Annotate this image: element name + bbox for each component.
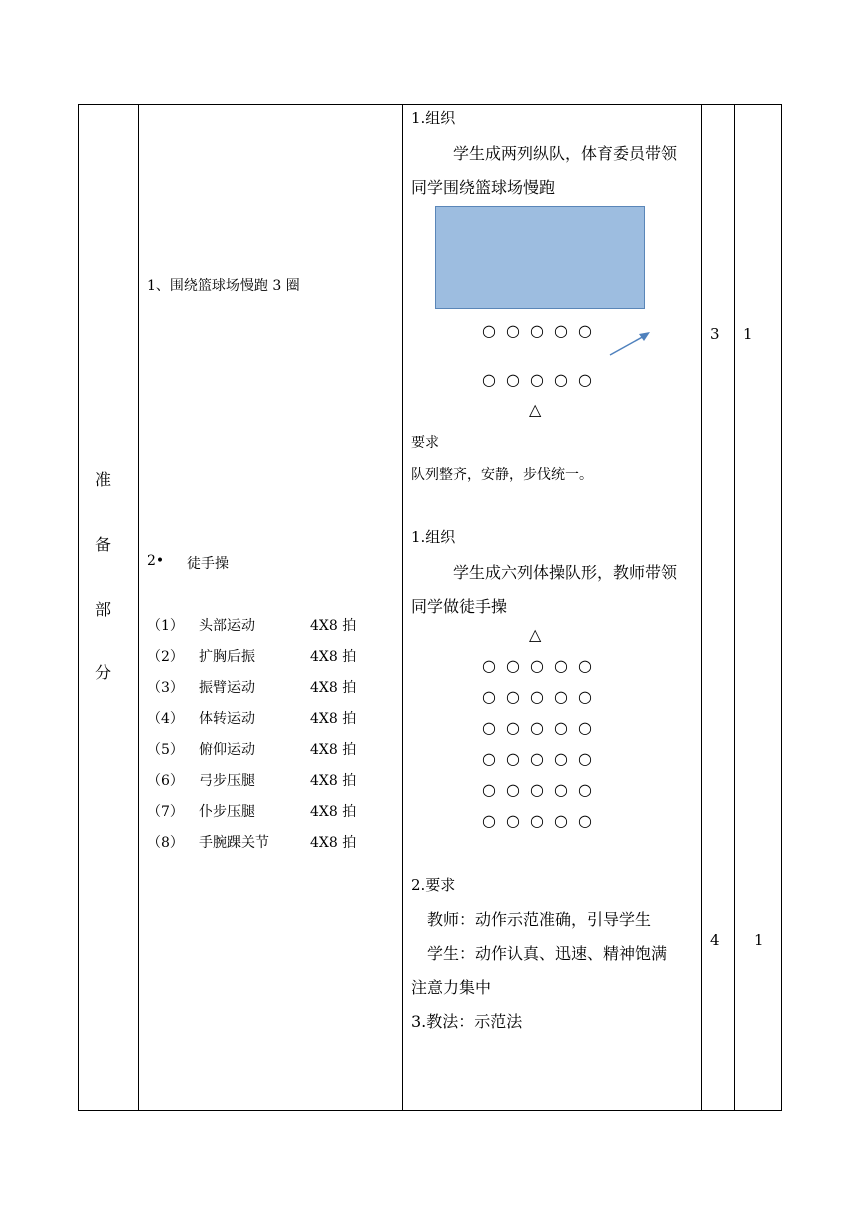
circle-row: ○ ○ ○ ○ ○ (482, 656, 592, 675)
circle-row: ○ ○ ○ ○ ○ (482, 321, 592, 340)
table-border-bottom (78, 1110, 782, 1111)
section-label-char-3: 部 (95, 600, 112, 619)
exercise-name: 俯仰运动 (199, 742, 255, 758)
exercise-beats: 4X8 拍 (310, 618, 357, 634)
exercise-num: （6） (147, 773, 184, 789)
circle-row: ○ ○ ○ ○ ○ (482, 718, 592, 737)
exercise-name: 弓步压腿 (199, 773, 255, 789)
exercise-num: （4） (147, 711, 184, 727)
exercise-num: （8） (147, 835, 184, 851)
section-label-char-1: 准 (95, 470, 112, 489)
org2-heading: 1.组织 (411, 528, 456, 546)
column-divider-4 (734, 104, 735, 1111)
org2-requirement-heading: 2.要求 (411, 876, 456, 894)
count-value: 1 (743, 325, 753, 343)
exercise-num: （1） (147, 618, 184, 634)
teacher-triangle-icon: △ (529, 625, 542, 644)
exercise-beats: 4X8 拍 (310, 773, 357, 789)
org2-requirement-teacher: 教师：动作示范准确，引导学生 (427, 910, 652, 929)
exercise-beats: 4X8 拍 (310, 804, 357, 820)
section-label-char-4: 分 (95, 663, 112, 682)
exercise-name: 仆步压腿 (199, 804, 255, 820)
exercise-num: （7） (147, 804, 184, 820)
org2-requirement-student: 学生：动作认真、迅速、精神饱满 (427, 944, 668, 963)
org1-requirement-text: 队列整齐，安静，步伐统一。 (411, 467, 593, 483)
exercise-beats: 4X8 拍 (310, 835, 357, 851)
circle-row: ○ ○ ○ ○ ○ (482, 811, 592, 830)
exercise-beats: 4X8 拍 (310, 742, 357, 758)
time-value: 3 (710, 325, 720, 343)
org1-heading: 1.组织 (411, 109, 456, 127)
exercise-num: （5） (147, 742, 184, 758)
table-border-right (781, 104, 782, 1111)
count-value: 1 (754, 931, 764, 949)
column-divider-3 (701, 104, 702, 1111)
org2-requirement-student-cont: 注意力集中 (411, 978, 492, 997)
exercise-beats: 4X8 拍 (310, 711, 357, 727)
circle-row: ○ ○ ○ ○ ○ (482, 687, 592, 706)
time-value: 4 (710, 931, 720, 949)
org1-requirement-heading: 要求 (411, 435, 439, 451)
org1-text-line2: 同学围绕篮球场慢跑 (411, 178, 556, 197)
org2-text-line1: 学生成六列体操队形，教师带领 (453, 563, 678, 582)
org2-method: 3.教法：示范法 (411, 1012, 523, 1031)
exercise-name: 振臂运动 (199, 680, 255, 696)
leader-triangle-icon: △ (529, 400, 542, 419)
circle-row: ○ ○ ○ ○ ○ (482, 370, 592, 389)
exercise-name: 手腕踝关节 (199, 835, 269, 851)
arrow-icon (606, 328, 656, 358)
content-item2-title: 徒手操 (187, 556, 229, 572)
exercise-name: 头部运动 (199, 618, 255, 634)
table-border-top (78, 104, 782, 105)
content-item-jogging: 1、围绕篮球场慢跑 3 圈 (147, 278, 300, 294)
circle-row: ○ ○ ○ ○ ○ (482, 749, 592, 768)
exercise-beats: 4X8 拍 (310, 649, 357, 665)
org1-text-line1: 学生成两列纵队，体育委员带领 (453, 144, 678, 163)
table-border-left (78, 104, 79, 1111)
circle-row: ○ ○ ○ ○ ○ (482, 780, 592, 799)
column-divider-1 (138, 104, 139, 1111)
exercise-name: 体转运动 (199, 711, 255, 727)
section-label-char-2: 备 (95, 535, 112, 554)
exercise-beats: 4X8 拍 (310, 680, 357, 696)
exercise-num: （3） (147, 680, 184, 696)
exercise-name: 扩胸后振 (199, 649, 255, 665)
column-divider-2 (402, 104, 403, 1111)
org2-text-line2: 同学做徒手操 (411, 597, 508, 616)
basketball-court (435, 206, 645, 309)
exercise-num: （2） (147, 649, 184, 665)
content-item2-number: 2• (147, 553, 165, 569)
